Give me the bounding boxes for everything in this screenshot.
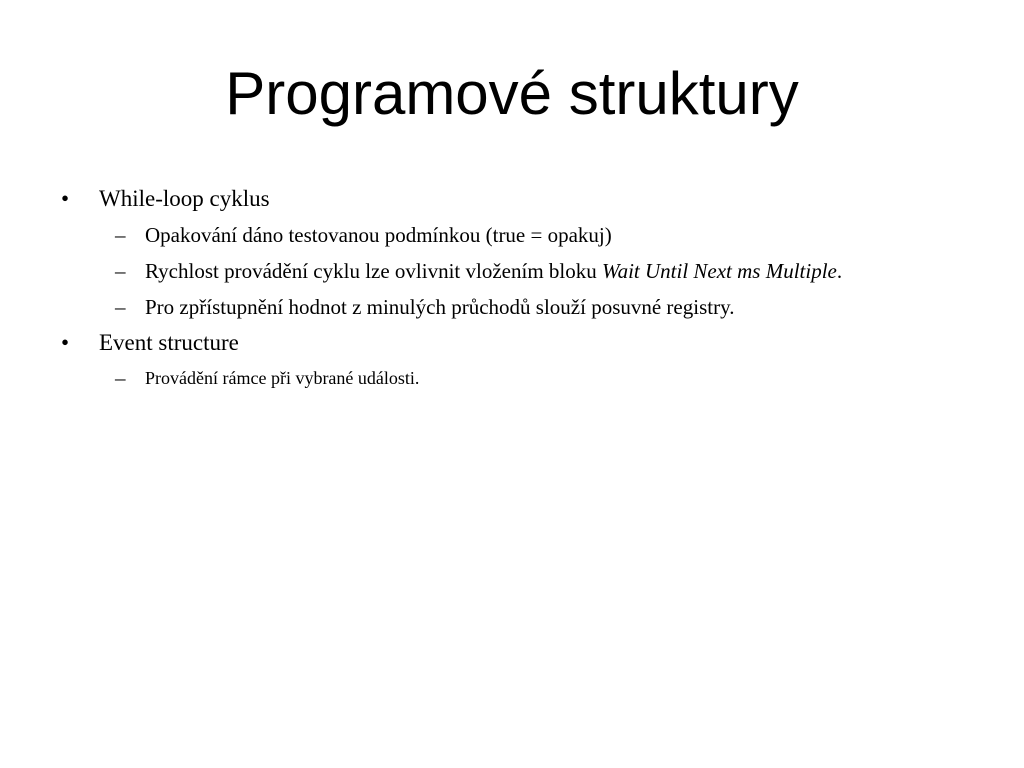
dash-marker: – <box>115 295 126 319</box>
slide-title: Programové struktury <box>225 60 799 127</box>
bullet-text: Event structure <box>99 330 239 355</box>
sub-item-text-before: Rychlost provádění cyklu lze ovlivnit vložením bloku <box>145 259 602 283</box>
bullet-marker: • <box>61 186 70 211</box>
slide-body <box>55 183 955 396</box>
sub-item-shift-registers <box>55 291 955 324</box>
sub-item-text: Opakování dáno testovanou podmínkou (true = opakuj) <box>145 223 612 247</box>
sub-item-speed <box>55 255 955 288</box>
bullet-item-while-loop <box>55 183 955 215</box>
sub-item-text: Pro zpřístupnění hodnot z minulých průchodů slouží posuvné registry. <box>145 295 735 319</box>
bullet-item-event-structure <box>55 327 955 359</box>
sub-item-text-after: . <box>836 259 843 283</box>
bullet-marker: • <box>61 330 70 355</box>
sub-item-text: Provádění rámce při vybrané události. <box>145 368 420 388</box>
sub-item-frame-execution <box>55 363 955 393</box>
sub-item-repetition <box>55 219 955 252</box>
dash-marker: – <box>115 366 126 390</box>
dash-marker: – <box>115 259 126 283</box>
bullet-text: While-loop cyklus <box>99 186 270 211</box>
sub-item-text-italic: Wait Until Next ms Multiple <box>602 259 837 283</box>
dash-marker: – <box>115 223 126 247</box>
